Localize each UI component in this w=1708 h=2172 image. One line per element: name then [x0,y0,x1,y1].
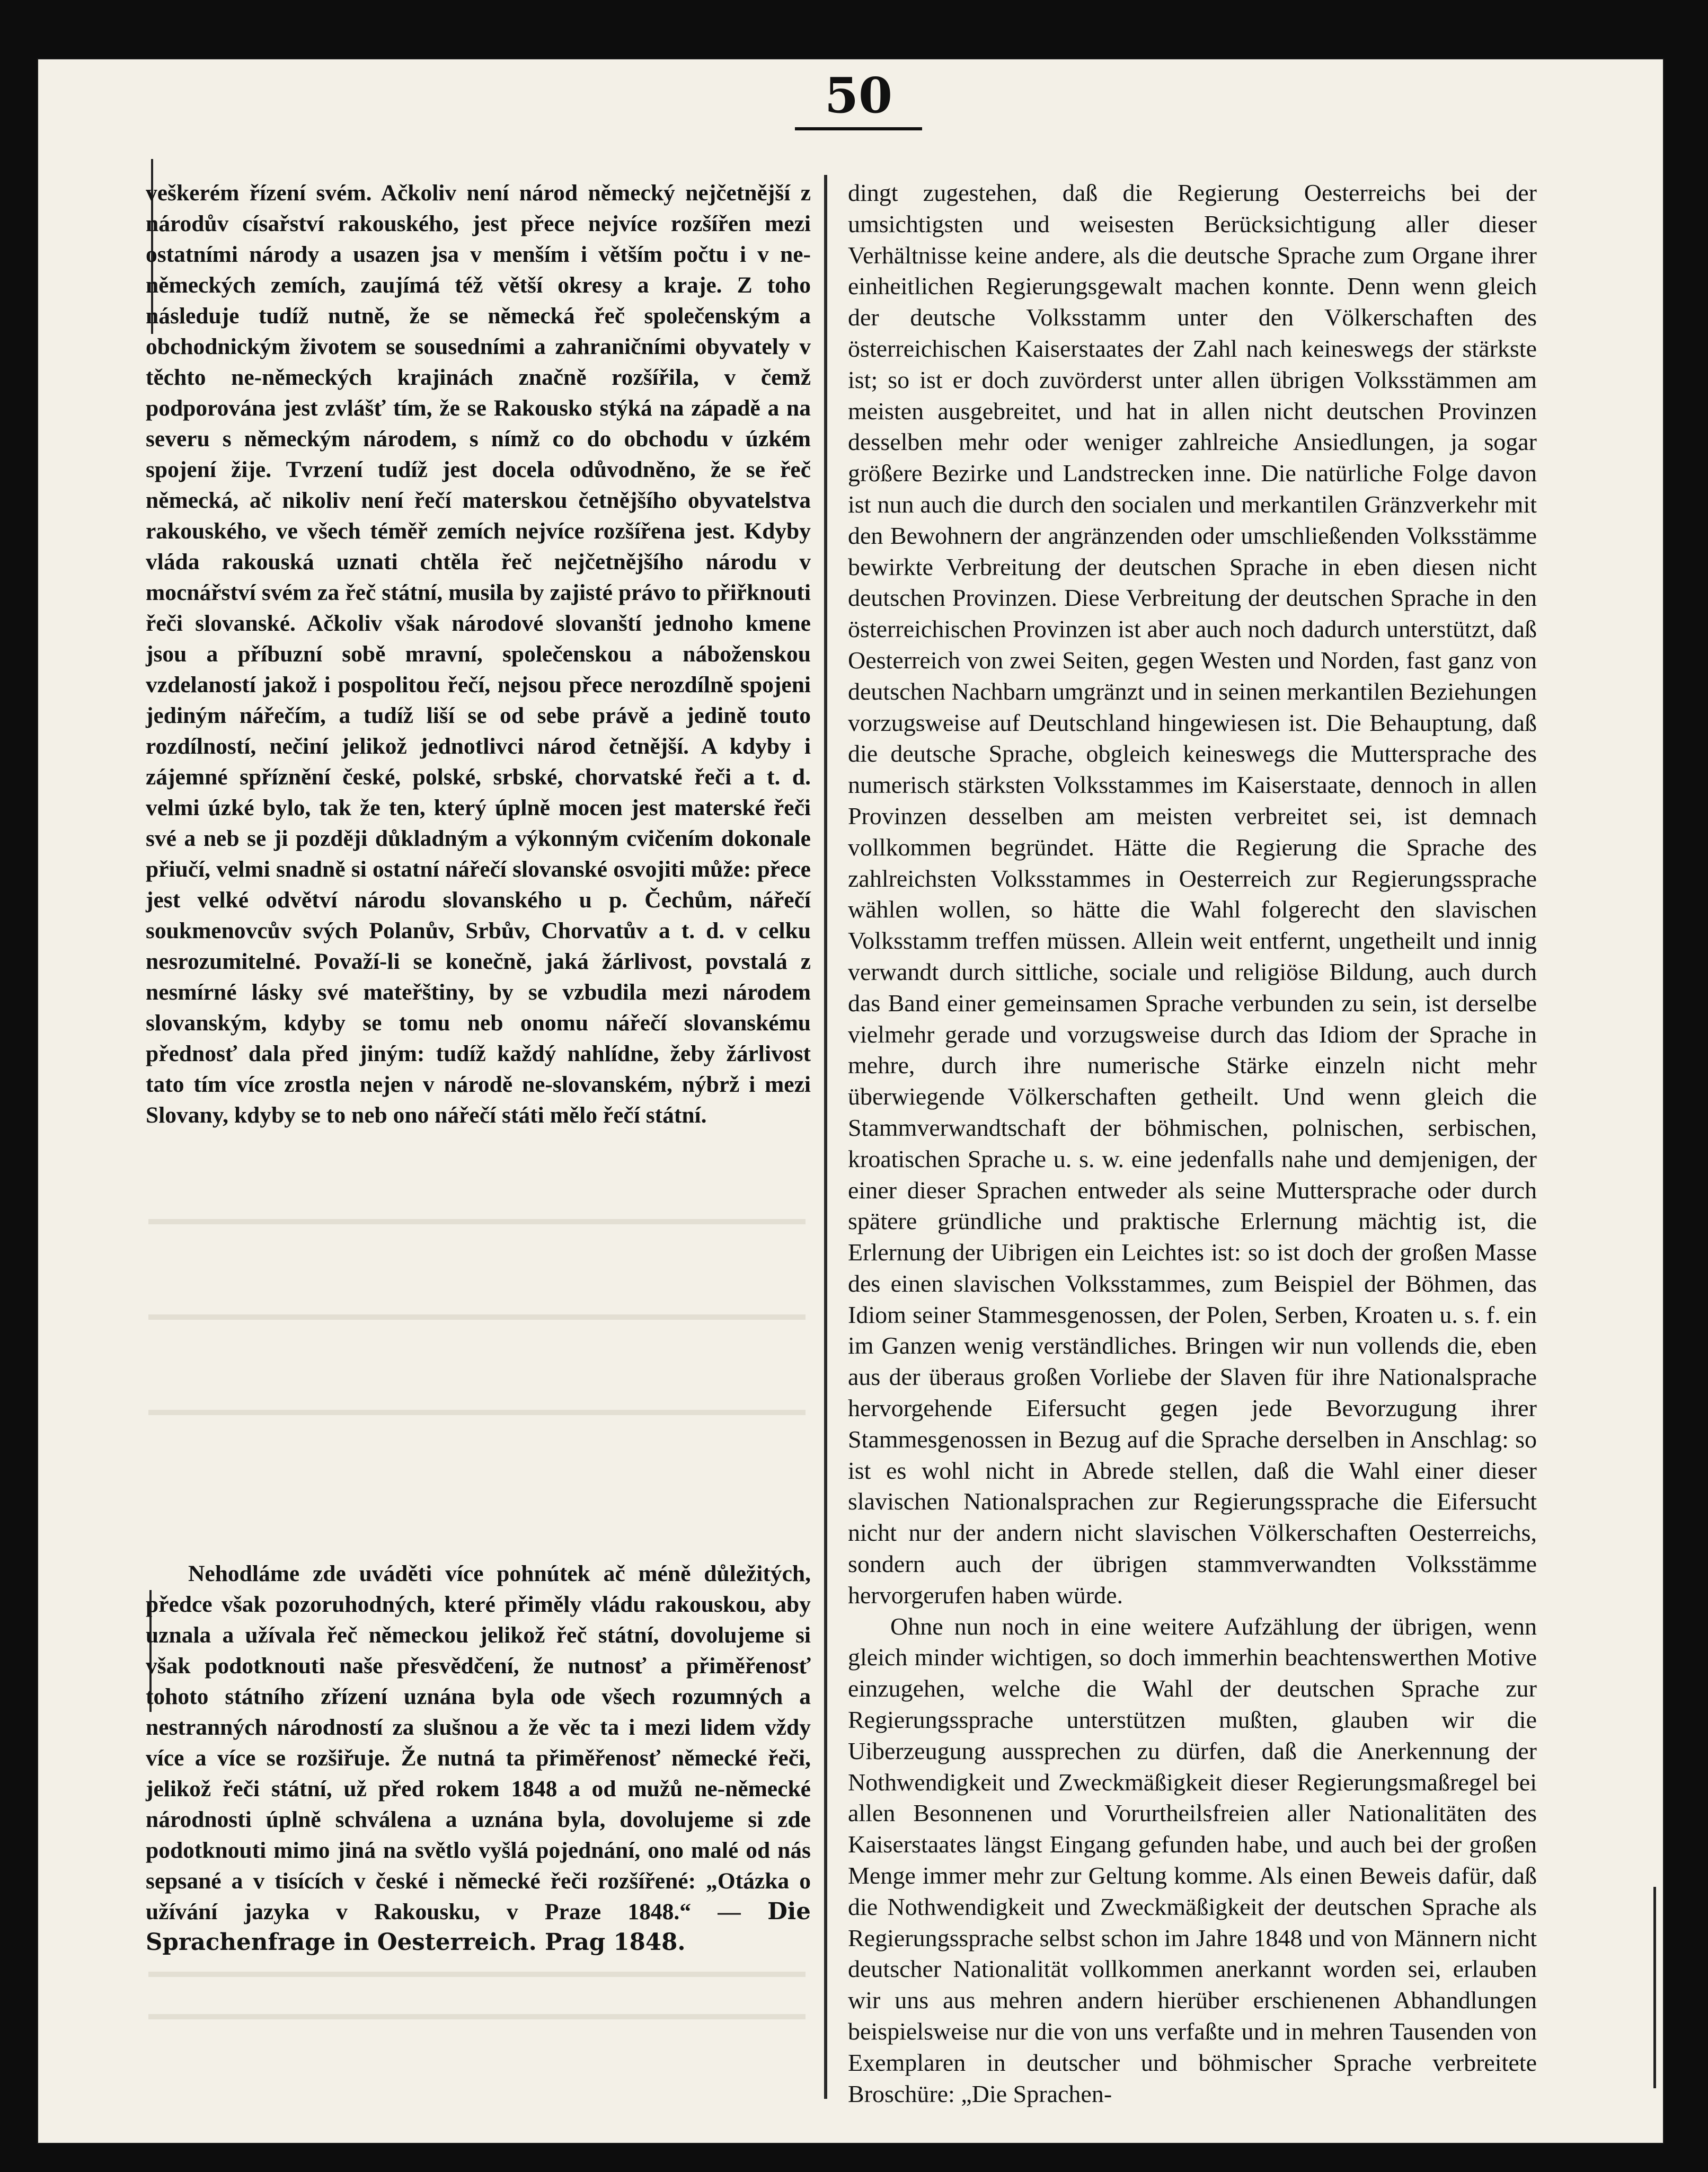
left-column-text: veškerém řízení svém. Ačkoliv není národ německý nejčetnější z národův císařství rakouského, jest přece nejvíce rozšířen mezi ostatními národy a usazen jsa v menším i větším počtu i v ne-německých zemích, zaujímá též větší okresy a kraje. Z toho následuje tudíž nutně, že se německá řeč společenským a obchodnickým životem se sousedními a zahraničními obyvately v těchto ne-německých krajinách značně rozšířila, v čemž podporována jest zvlášť tím, že se Rakousko stýká na západě a na severu s německým národem, s nímž co do obchodu v úzkém spojení žije. Tvrzení tudíž jest docela odůvodněno, že se řeč německá, ač nikoliv není řečí materskou četnějšího obyvatelstva rakouského, ve všech téměř zemích nejvíce rozšířena jest. Kdyby vláda rakouská uznati chtěla řeč nejčetnějšího národu v mocnářství svém za řeč státní, musila by zajisté právo to přiřknouti řeči slovanské. Ačkoliv však národové slovanští jednoho kmene jsou a příbuzní sobě mravní, společenskou a náboženskou vzdelaností jakož i pospolitou řečí, nejsou přece nerozdílně spojeni jediným nářečím, a tudíž liší se od sebe právě a jedině touto rozdílností, nečiní jelikož jednotlivci národ četnější. A kdyby i zájemné spříznění české, polské, srbské, chorvatské řeči a t. d. velmi úzké bylo, tak že ten, který úplně mocen jest materské řeči své a neb se ji později důkladným a výkonným cvičením dokonale přiučí, velmi snadně si ostatní nářečí slovanské osvojiti může: přece jest velké odvětví národu slovanského u p. Čechům, nářečí soukmenovcův svých Polanův, Srbův, Chorvatův a t. d. v celku nesrozumitelné. Považí-li se konečně, jaká žárlivost, povstalá z nesmírné lásky své mateřštiny, by se vzbudila mezi národem slovanským, kdyby se tomu neb onomu nářečí slovanskému přednosť dala před jiným: tudíž každý nahlídne, žeby žárlivost tato tím více zrostla nejen v národě ne-slovanském, nýbrž i mezi Slovany, kdyby se to neb ono nářečí státi mělo řečí státní. [146,180,811,1128]
right-column-paragraph-1: dingt zugestehen, daß die Regierung Oesterreichs bei der umsichtigsten und weisesten Berücksichtigung aller dieser Verhältnisse keine andere, als die deutsche Sprache zum Organe ihrer einheitlichen Regierungsgewalt machen konnte. Denn wenn gleich der deutsche Volksstamm unter den Völkerschaften des österreichischen Kaiserstaates der Zahl nach keineswegs der stärkste ist; so ist er doch zuvörderst unter allen übrigen Volksstämmen am meisten ausgebreitet, und hat in allen nicht deutschen Provinzen desselben mehr oder weniger zahlreiche Ansiedlungen, ja sogar größere Bezirke und Landstrecken inne. Die natürliche Folge davon ist nun auch die durch den socialen und merkantilen Gränzverkehr mit den Bewohnern der angränzenden oder umschließenden Volksstämme bewirkte Verbreitung der deutschen Sprache in eben diesen nicht deutschen Provinzen. Diese Verbreitung der deutschen Sprache in den österreichischen Provinzen ist aber auch noch dadurch unterstützt, daß Oesterreich von zwei Seiten, gegen Westen und Norden, fast ganz von deutschen Nachbarn umgränzt und in seinen merkantilen Beziehungen vorzugsweise auf Deutschland hingewiesen ist. Die Behauptung, daß die deutsche Sprache, obgleich keineswegs die Muttersprache des numerisch stärksten Volksstammes im Kaiserstaate, dennoch in allen Provinzen desselben am meisten verbreitet sei, ist demnach vollkommen begründet. Hätte die Regierung die Sprache des zahlreichsten Volksstammes in Oesterreich zur Regierungssprache wählen wollen, so hätte die Wahl folgerecht den slavischen Volksstamm treffen müssen. Allein weit entfernt, ungetheilt und innig verwandt durch sittliche, sociale und religiöse Bildung, auch durch das Band einer gemeinsamen Sprache verbunden zu sein, ist derselbe vielmehr gerade und vorzugsweise durch das Idiom der Sprache in mehre, durch ihre numerische Stärke einzeln nicht mehr überwiegende Völkerschaften getheilt. Und wenn gleich die Stammverwandtschaft der böhmischen, polnischen, serbischen, kroatischen Sprache u. s. w. eine jedenfalls nahe und demjenigen, der einer dieser Sprachen entweder als seine Muttersprache oder durch spätere gründliche und praktische Erlernung mächtig ist, die Erlernung der Uibrigen ein Leichtes ist: so ist doch der großen Masse des einen slavischen Volksstammes, zum Beispiel der Böhmen, das Idiom seiner Stammesgenossen, der Polen, Serben, Kroaten u. s. f. ein im Ganzen wenig verständliches. Bringen wir nun vollends die, eben aus der überaus großen Vorliebe der Slaven für ihre Nationalsprache hervorgehende Eifersucht gegen jede Bevorzugung ihrer Stammesgenossen in Bezug auf die Sprache derselben in Anschlag: so ist es wohl nicht in Abrede stellen, daß die Wahl einer dieser slavischen Nationalsprachen zur Regierungssprache die Eifersucht nicht nur der andern nicht slavischen Völkerschaften Oesterreichs, sondern auch der übrigen stammverwandten Volksstämme hervorgerufen haben würde. [848,179,1537,1609]
bleed-through [148,1972,806,1977]
bleed-through [148,1314,806,1320]
left-paragraph-2-body: Nehodláme zde uváděti více pohnútek ač méně důležitých, předce však pozoruhodných, které přiměly vládu rakouskou, aby uznala a užívala řeč německou jelikož řeč státní, dovolujeme si však podotknouti naše přesvědčení, že nutnosť a přiměřenosť tohoto státního zřízení uznána byla ode všech rozumných a nestranných národností za slušnou a že věc ta i mezi lidem vždy více a více se rozšiřuje. Že nutná ta přiměřenosť německé řeči, jelikož řeči státní, už před rokem 1848 a od mužů ne-německé národnosti úplně schválena a uznána byla, dovolujeme si zde podotknouti mimo jiná na světlo vyšlá pojednání, ono malé od nás sepsané a v tisících v české i německé řeči rozšířené: „Otázka o užívání jazyka v Rakousku, v Praze 1848.“ — [146,1561,811,1924]
page-number: 50 [795,64,922,130]
column-divider [824,175,827,2099]
left-column-paragraph-2 [146,1558,811,1958]
right-column [848,178,1537,2109]
bleed-through [148,1410,806,1415]
right-column-paragraph-2: Ohne nun noch in eine weitere Aufzählung der übrigen, wenn gleich minder wichtigen, so doch immerhin beachtenswerthen Motive einzugehen, welche die Wahl der deutschen Sprache zur Regierungssprache unterstützen mußten, glauben wir die Uiberzeugung aussprechen zu dürfen, daß die Anerkennung der Nothwendigkeit und Zweckmäßigkeit dieser Regierungsmaßregel bei allen Besonnenen und Vorurtheilsfreien aller Nationalitäten des Kaiserstaates längst Eingang gefunden habe, und auch bei der großen Menge immer mehr zur Geltung komme. Als einen Beweis dafür, daß die Nothwendigkeit und Zweckmäßigkeit der deutschen Sprache als Regierungssprache selbst schon im Jahre 1848 und von Männern nicht deutscher Nationalität vollkommen anerkannt worden sei, erlauben wir uns aus mehren andern hierüber erschienenen Abhandlungen beispielsweise nur die von uns verfaßte und in mehren Tausenden von Exemplaren in deutscher und böhmischer Sprache verbreitete Broschüre: „Die Sprachen- [848,1612,1537,2107]
bleed-through [148,1219,806,1224]
page-edge-shadow [1653,1887,1656,2088]
left-paragraph-2-citation: Die Sprachenfrage in Oesterreich. Prag 1848. [146,1898,811,1956]
bleed-through [148,2014,806,2019]
